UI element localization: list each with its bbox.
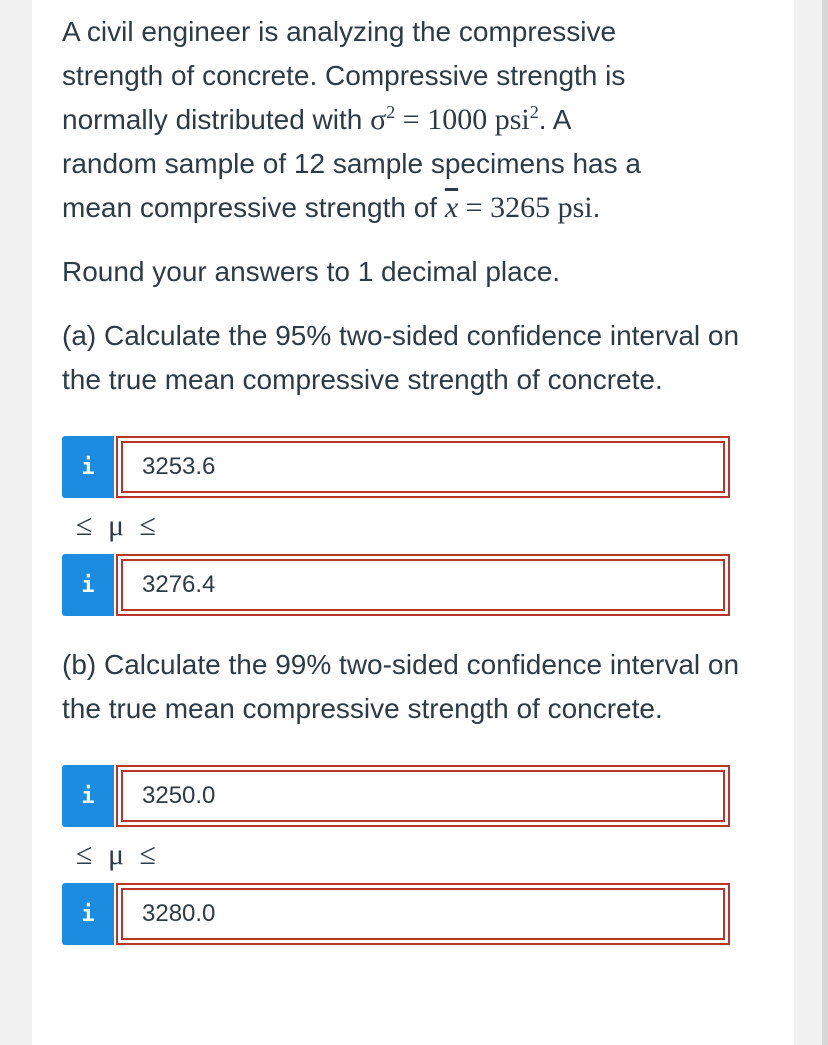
rounding-instruction: Round your answers to 1 decimal place. <box>62 256 561 287</box>
problem-line-4: random sample of 12 sample specimens has a <box>62 148 641 179</box>
part-a-question: (a) Calculate the 95% two-sided confidence interval on the true mean compressive strength of concrete. <box>62 320 740 395</box>
problem-line-2: strength of concrete. Compressive strength is <box>62 60 626 91</box>
part-b-question: (b) Calculate the 99% two-sided confidence interval on the true mean compressive strength of concrete. <box>62 649 740 724</box>
mean-value: 3265 psi <box>490 191 593 224</box>
answer-value: 3280.0 <box>142 900 216 927</box>
problem-line-3-post: . A <box>538 104 572 135</box>
answer-value: 3250.0 <box>142 782 216 809</box>
inequality-mu: ≤ μ ≤ <box>76 509 161 542</box>
answer-input-b-upper[interactable] <box>116 883 730 945</box>
answer-row-a-upper <box>62 554 730 616</box>
question-content <box>62 10 772 945</box>
problem-line-3-pre: normally distributed with <box>62 104 363 135</box>
question-card <box>32 0 794 1045</box>
answer-value: 3253.6 <box>142 453 216 480</box>
problem-line-1: A civil engineer is analyzing the compressive <box>62 16 617 47</box>
equals-sign: = <box>395 103 428 136</box>
answer-row-b-lower <box>62 765 730 827</box>
variance-value: 1000 psi$^2$ <box>427 102 539 136</box>
answer-row-b-upper <box>62 883 730 945</box>
info-icon[interactable]: i <box>62 554 114 616</box>
answer-row-a-lower <box>62 436 730 498</box>
answer-input-a-upper[interactable] <box>116 554 730 616</box>
answer-input-b-lower[interactable] <box>116 765 730 827</box>
info-icon[interactable]: i <box>62 436 114 498</box>
info-icon[interactable]: i <box>62 883 114 945</box>
problem-line-5-post: . <box>592 192 601 223</box>
answer-value: 3276.4 <box>142 571 216 598</box>
equals-sign-2: = <box>458 191 491 224</box>
scrollbar-edge <box>822 0 828 1045</box>
info-icon[interactable]: i <box>62 765 114 827</box>
xbar-symbol: $\overline{x}$ <box>444 191 459 224</box>
problem-line-5-pre: mean compressive strength of <box>62 192 438 223</box>
sigma-symbol: $\sigma^2$ <box>370 102 396 136</box>
answer-input-a-lower[interactable] <box>116 436 730 498</box>
problem-line-3 <box>62 98 772 142</box>
inequality-mu: ≤ μ ≤ <box>76 838 161 871</box>
problem-line-5 <box>62 186 772 230</box>
